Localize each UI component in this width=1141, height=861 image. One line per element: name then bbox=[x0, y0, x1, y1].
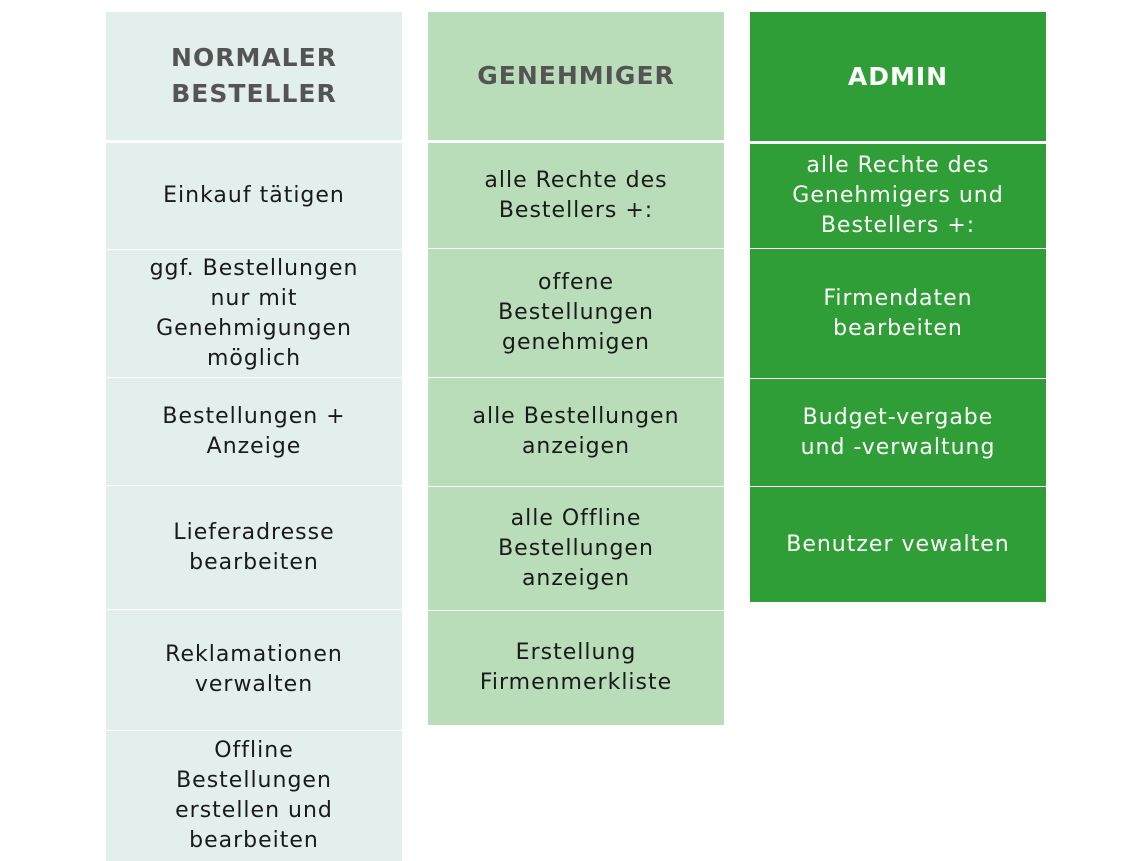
permission-cell: ggf. Bestellungen nur mit Genehmigungen möglich bbox=[106, 249, 402, 377]
permission-cell: alle Rechte des Genehmigers und Bestellers +: bbox=[750, 141, 1046, 248]
permission-cell: alle Offline Bestellungen anzeigen bbox=[428, 486, 724, 610]
permission-cell: Benutzer vewalten bbox=[750, 486, 1046, 602]
permission-cell: Offline Bestellungen erstellen und bearbeiten bbox=[106, 730, 402, 861]
permission-cell: alle Rechte des Bestellers +: bbox=[428, 140, 724, 248]
column-header: NORMALER BESTELLER bbox=[106, 12, 402, 140]
permission-cell: Budget-vergabe und -verwaltung bbox=[750, 378, 1046, 486]
permission-cell: offene Bestellungen genehmigen bbox=[428, 248, 724, 377]
permission-cell: Lieferadresse bearbeiten bbox=[106, 485, 402, 609]
permission-cell: Reklamationen verwalten bbox=[106, 609, 402, 730]
permission-cell: Erstellung Firmenmerkliste bbox=[428, 610, 724, 725]
permission-cell: Einkauf tätigen bbox=[106, 140, 402, 249]
column-header: GENEHMIGER bbox=[428, 12, 724, 140]
permission-cell: Bestellungen + Anzeige bbox=[106, 377, 402, 485]
column-header: ADMIN bbox=[750, 12, 1046, 141]
permission-cell: Firmendaten bearbeiten bbox=[750, 248, 1046, 378]
permission-cell: alle Bestellungen anzeigen bbox=[428, 377, 724, 486]
